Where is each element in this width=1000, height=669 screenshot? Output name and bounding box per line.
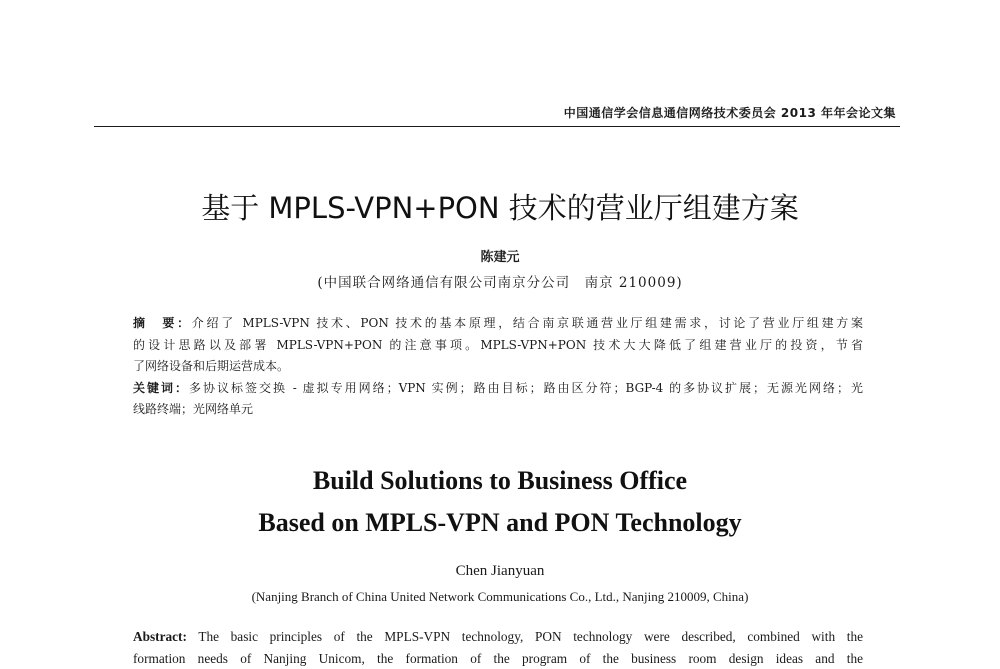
- running-header: 中国通信学会信息通信网络技术委员会 2013 年年会论文集: [563, 106, 896, 120]
- chinese-keywords-line-1: [133, 378, 863, 400]
- chinese-abstract-block: [133, 313, 863, 421]
- english-abstract-line-1: [133, 626, 863, 648]
- chinese-abstract-text: 介绍了 MPLS-VPN 技术、PON 技术的基本原理，结合南京联通营业厅组建需求，讨论了营业厅组建方案: [191, 316, 863, 330]
- english-abstract-line-2: formation needs of Nanjing Unicom, the formation of the program of the business room design ideas and the: [133, 651, 863, 666]
- english-affiliation: (Nanjing Branch of China United Network Communications Co., Ltd., Nanjing 210009, China): [251, 589, 749, 604]
- chinese-keywords-text: 多协议标签交换 - 虚拟专用网络；VPN 实例；路由目标；路由区分符；BGP-4 的多协议扩展；无源光网络；光: [188, 380, 863, 395]
- chinese-abstract-label: 摘 要：: [133, 316, 192, 330]
- chinese-affiliation: (中国联合网络通信有限公司南京分公司 南京 210009): [317, 275, 683, 291]
- english-abstract-block: [133, 626, 863, 669]
- chinese-keywords-line-2: 线路终端；光网络单元: [133, 402, 254, 416]
- english-title-line-1: Build Solutions to Business Office: [312, 466, 688, 495]
- english-author: Chen Jianyuan: [455, 563, 545, 579]
- chinese-author: 陈建元: [480, 250, 520, 265]
- english-abstract-text: The basic principles of the MPLS-VPN technology, PON technology were described, combined with the: [186, 629, 863, 644]
- english-abstract-label: Abstract:: [133, 629, 187, 644]
- header-rule: [94, 126, 900, 127]
- chinese-title: 基于 MPLS-VPN+PON 技术的营业厅组建方案: [201, 191, 799, 225]
- chinese-keywords-label: 关键词：: [133, 380, 189, 395]
- english-title-line-2: Based on MPLS-VPN and PON Technology: [258, 508, 742, 537]
- chinese-abstract-line-1: [133, 313, 863, 335]
- chinese-abstract-line-2: 的设计思路以及部署 MPLS-VPN+PON 的注意事项。MPLS-VPN+PON 技术大大降低了组建营业厅的投资，节省: [133, 337, 863, 352]
- chinese-abstract-line-3: 了网络设备和后期运营成本。: [133, 359, 290, 373]
